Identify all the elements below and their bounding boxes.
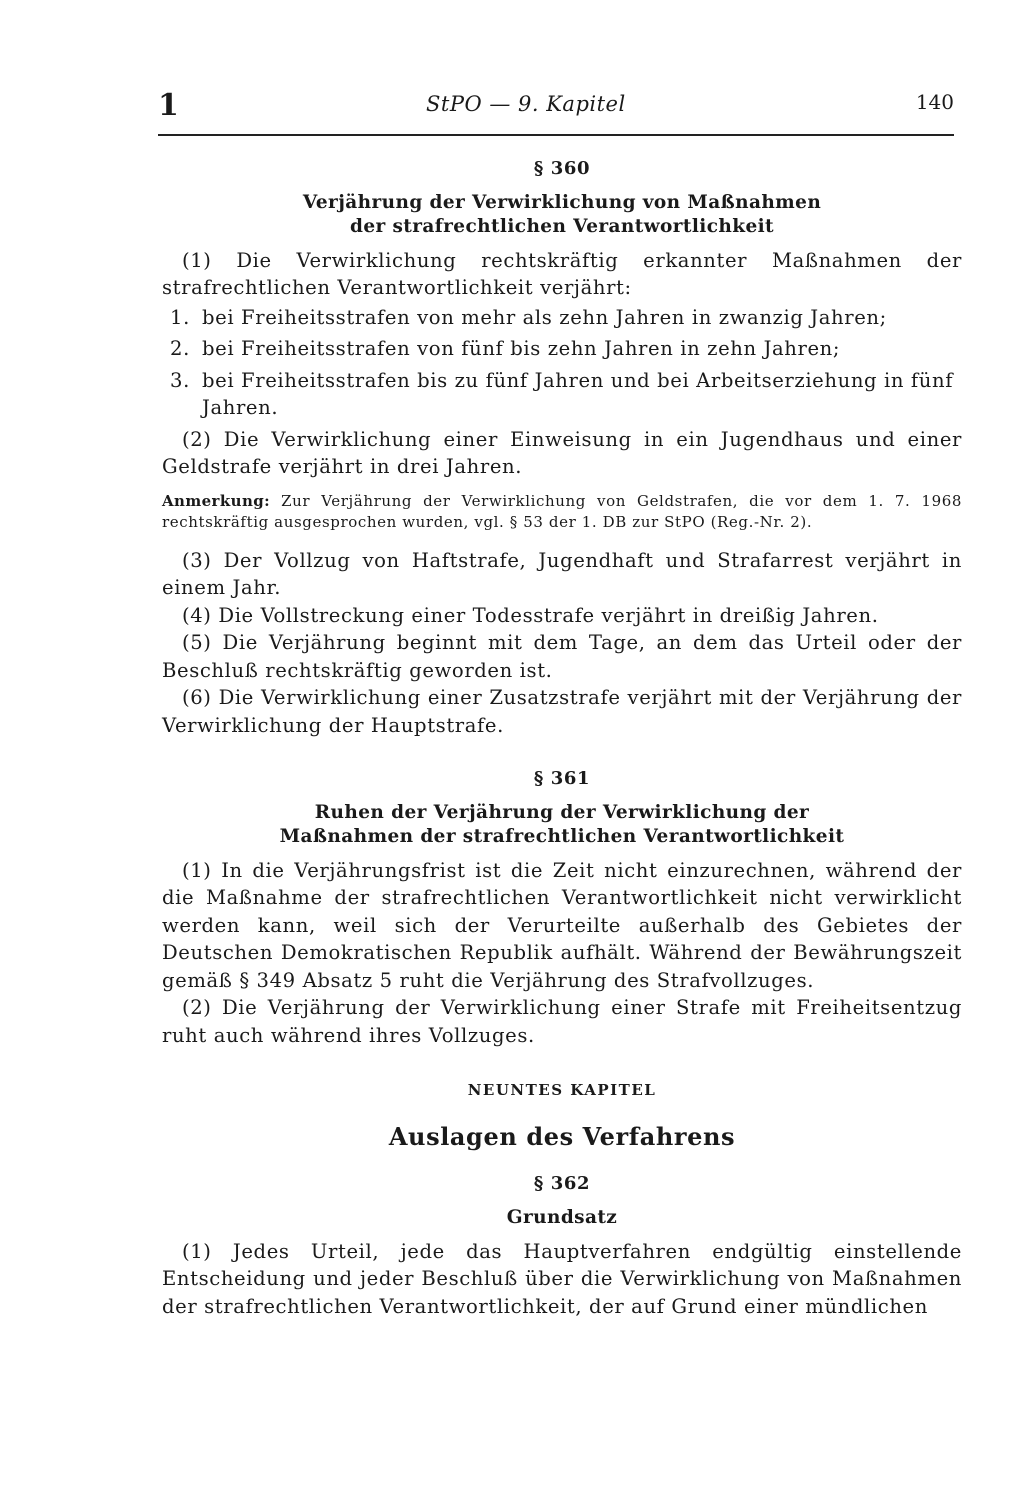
list-number: 2. xyxy=(170,337,190,360)
list-text: bei Freiheitsstrafen bis zu fünf Jahren und bei Arbeitserziehung in fünf Jahren. xyxy=(202,368,954,419)
list-text: bei Freiheitsstrafen von mehr als zehn Jahren in zwanzig Jahren; xyxy=(202,305,887,329)
section-361 xyxy=(162,765,962,1049)
numbered-list xyxy=(162,304,962,422)
heading-line: der strafrechtlichen Verantwortlichkeit xyxy=(350,215,774,237)
note-label: Anmerkung: xyxy=(162,491,271,510)
list-number: 3. xyxy=(170,368,190,392)
list-number: 1. xyxy=(170,305,190,329)
paragraph: (3) Der Vollzug von Haftstrafe, Jugendhaft und Strafarrest verjährt in einem Jahr. xyxy=(162,548,962,599)
chapter-title: Auslagen des Verfahrens xyxy=(388,1121,736,1151)
paragraph: (1) Die Verwirklichung rechtskräftig erkannter Maßnahmen der strafrechtlichen Verantwortlichkeit verjährt: xyxy=(162,248,962,299)
chapter-label: NEUNTES KAPITEL xyxy=(467,1081,657,1099)
paragraph: (5) Die Verjährung beginnt mit dem Tage, an dem das Urteil oder der Beschluß rechtskräftig geworden ist. xyxy=(162,631,962,682)
section-heading: Grundsatz xyxy=(506,1206,618,1228)
list-text: bei Freiheitsstrafen von fünf bis zehn Jahren in zehn Jahren; xyxy=(202,337,841,360)
paragraph: (4) Die Vollstreckung einer Todesstrafe verjährt in dreißig Jahren. xyxy=(182,603,879,627)
section-362 xyxy=(162,1170,962,1320)
paragraph: (6) Die Verwirklichung einer Zusatzstrafe verjährt mit der Verjährung der Verwirklichung der Hauptstrafe. xyxy=(162,686,962,737)
paragraph: (2) Die Verwirklichung einer Einweisung in ein Jugendhaus und einer Geldstrafe verjährt in drei Jahren. xyxy=(162,427,962,478)
list-item xyxy=(162,367,962,422)
section-number: § 361 xyxy=(533,768,591,789)
section-heading xyxy=(162,191,962,239)
page-body xyxy=(162,155,962,1320)
page-number: 140 xyxy=(915,90,954,114)
running-title: StPO — 9. Kapitel xyxy=(426,92,626,116)
heading-line: Maßnahmen der strafrechtlichen Verantwortlichkeit xyxy=(279,825,845,847)
list-item xyxy=(162,335,962,363)
section-360 xyxy=(162,155,962,739)
paragraph: (2) Die Verjährung der Verwirklichung einer Strafe mit Freiheitsentzug ruht auch während ihres Vollzuges. xyxy=(162,996,962,1047)
section-number: § 360 xyxy=(533,158,591,179)
note-text: Zur Verjährung der Verwirklichung von Geldstrafen, die vor dem 1. 7. 1968 rechtskräftig ausgesprochen wurden, vgl. § 53 der 1. DB zur StPO (Reg.-Nr. 2). xyxy=(162,491,962,531)
list-item xyxy=(162,304,962,332)
paragraph: (1) Jedes Urteil, jede das Hauptverfahren endgültig einstellende Entscheidung und jeder Beschluß über die Verwirklichung von Maßnahmen der strafrechtlichen Verantwortlichkeit, der auf Grund einer mündlichen xyxy=(162,1239,962,1318)
section-number: § 362 xyxy=(533,1173,591,1194)
heading-line: Ruhen der Verjährung der Verwirklichung der xyxy=(314,801,810,823)
paragraph: (1) In die Verjährungsfrist ist die Zeit nicht einzurechnen, während der die Maßnahme der strafrechtlichen Verantwortlichkeit nicht verwirklicht werden kann, weil sich der Verurteilte außerhalb des Gebietes der Deutschen Demokratischen Republik aufhält. Während der Bewährungszeit gemäß § 349 Absatz 5 ruht die Verjährung des Strafvollzuges. xyxy=(162,858,962,992)
heading-line: Verjährung der Verwirklichung von Maßnahmen xyxy=(302,191,822,213)
header-rule xyxy=(158,134,954,136)
chapter-number: 1 xyxy=(158,88,179,123)
section-heading xyxy=(162,801,962,849)
page-header xyxy=(158,88,954,128)
annotation-note xyxy=(162,491,962,533)
